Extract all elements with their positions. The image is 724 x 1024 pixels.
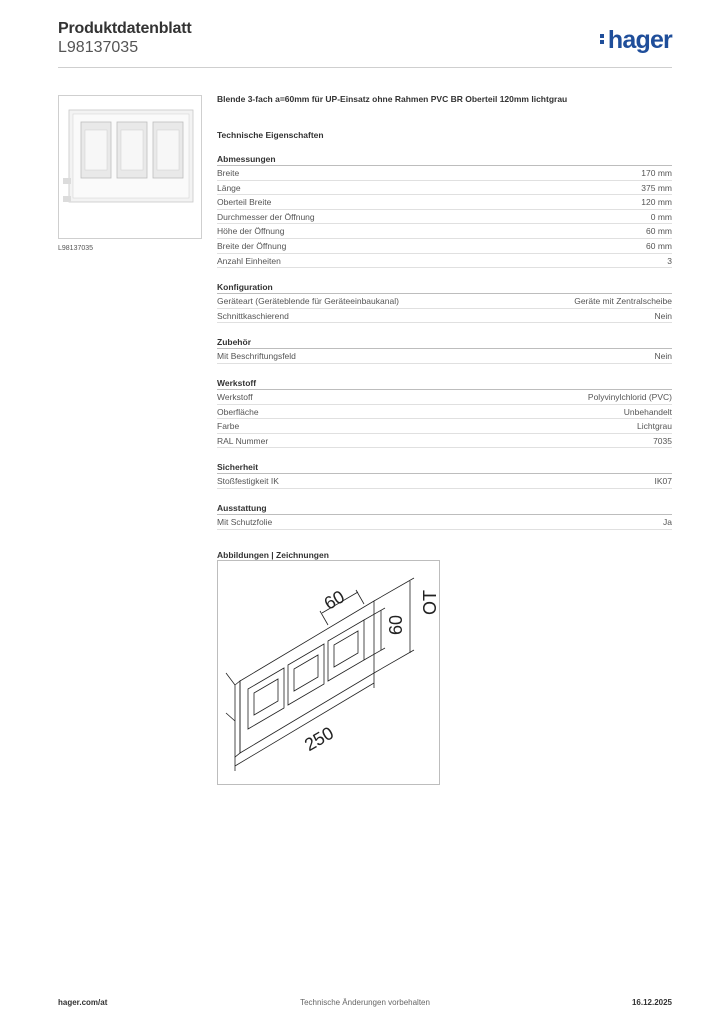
row-label: Stoßfestigkeit IK: [217, 476, 279, 487]
row-label: Werkstoff: [217, 391, 253, 402]
table-row: [217, 166, 672, 181]
table-row: [217, 239, 672, 254]
row-value: Lichtgrau: [637, 421, 672, 432]
section-title: Abmessungen: [217, 152, 672, 166]
row-label: Höhe der Öffnung: [217, 226, 285, 237]
row-value: 120 mm: [641, 197, 672, 208]
section-konfiguration: [217, 280, 672, 323]
dimension-label-width: 60: [320, 586, 348, 614]
table-row: [217, 434, 672, 449]
product-details: [217, 94, 672, 560]
dimension-label-top: OT: [420, 590, 439, 615]
product-photo-icon: [59, 96, 201, 238]
article-number: L98137035: [58, 39, 139, 56]
table-row: [217, 390, 672, 405]
row-value: Geräte mit Zentralscheibe: [574, 296, 672, 307]
tech-properties-heading: Technische Eigenschaften: [217, 130, 324, 140]
table-row: [217, 254, 672, 269]
dimension-drawing-icon: [218, 561, 439, 784]
section-ausstattung: [217, 501, 672, 530]
section-title: Sicherheit: [217, 460, 672, 474]
row-value: 0 mm: [650, 211, 672, 222]
row-value: 60 mm: [646, 240, 672, 251]
row-label: Mit Schutzfolie: [217, 516, 273, 527]
section-sicherheit: [217, 460, 672, 489]
page-title: Produktdatenblatt: [58, 20, 192, 37]
section-abmessungen: [217, 152, 672, 268]
row-label: Breite: [217, 168, 240, 178]
section-title: Werkstoff: [217, 376, 672, 390]
row-label: Länge: [217, 182, 241, 193]
page-header: [58, 20, 672, 57]
hager-logo[interactable]: [600, 26, 672, 55]
table-row: [217, 515, 672, 530]
row-value: IK07: [654, 476, 672, 487]
logo-text: hager: [607, 26, 672, 54]
row-value: 375 mm: [641, 182, 672, 193]
table-row: [217, 474, 672, 489]
row-label: Durchmesser der Öffnung: [217, 211, 315, 222]
row-label: Breite der Öffnung: [217, 240, 287, 251]
section-title: Zubehör: [217, 335, 672, 349]
row-label: Geräteart (Geräteblende für Geräteeinbaukanal): [217, 296, 399, 307]
row-label: Schnittkaschierend: [217, 310, 289, 321]
table-row: [217, 405, 672, 420]
row-value: Unbehandelt: [623, 406, 672, 417]
table-row: [217, 294, 672, 309]
section-title: Konfiguration: [217, 280, 672, 294]
table-row: [217, 309, 672, 324]
footer-website-link[interactable]: hager.com/at: [58, 998, 108, 1007]
row-value: Ja: [663, 516, 672, 527]
row-value: Nein: [654, 351, 672, 362]
row-value: 170 mm: [641, 168, 672, 178]
table-row: [217, 195, 672, 210]
product-description: Blende 3-fach a=60mm für UP-Einsatz ohne Rahmen PVC BR Oberteil 120mm lichtgrau: [217, 94, 568, 104]
row-value: 60 mm: [646, 226, 672, 237]
table-row: [217, 349, 672, 364]
row-value: 7035: [653, 435, 672, 446]
row-value: 3: [667, 255, 672, 266]
product-image: [58, 95, 202, 239]
dimension-label-height: 60: [386, 614, 406, 635]
footer-disclaimer: Technische Änderungen vorbehalten: [300, 998, 430, 1007]
row-label: Anzahl Einheiten: [217, 255, 281, 266]
row-label: Farbe: [217, 421, 240, 432]
row-label: Oberfläche: [217, 406, 259, 417]
logo-dots-icon: [600, 32, 605, 46]
technical-drawing: [217, 560, 440, 785]
product-image-caption: L98137035: [58, 245, 94, 252]
section-title: Ausstattung: [217, 501, 672, 515]
row-label: Oberteil Breite: [217, 197, 272, 208]
footer-date: 16.12.2025: [631, 998, 672, 1007]
row-value: Nein: [654, 310, 672, 321]
figures-heading: Abbildungen | Zeichnungen: [217, 549, 329, 560]
section-zubehoer: [217, 335, 672, 364]
header-divider: [58, 67, 672, 68]
table-row: [217, 181, 672, 196]
row-label: RAL Nummer: [217, 435, 269, 446]
dimension-label-length: 250: [301, 722, 338, 756]
row-label: Mit Beschriftungsfeld: [217, 351, 296, 362]
row-value: Polyvinylchlorid (PVC): [587, 391, 672, 402]
section-werkstoff: [217, 376, 672, 448]
table-row: [217, 419, 672, 434]
table-row: [217, 224, 672, 239]
table-row: [217, 210, 672, 225]
